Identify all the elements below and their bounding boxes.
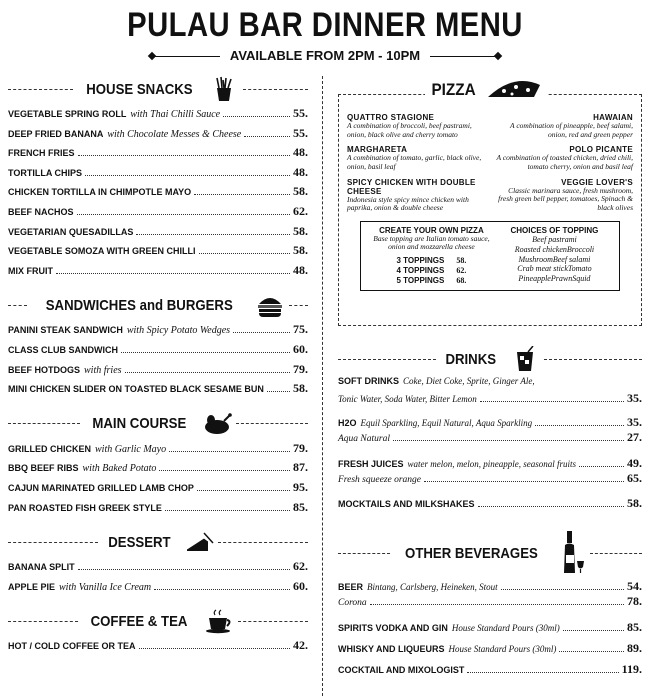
create-right: [496, 226, 613, 286]
coffee-list: [8, 638, 308, 658]
item-name: VEGETARIAN QUESADILLAS: [8, 226, 134, 237]
item-price: 58.: [293, 381, 308, 396]
item-name: VEGETABLE SPRING ROLL: [8, 109, 127, 119]
pizza-desc: A combination of pineapple, beef salami, onion, red and green pepper: [510, 121, 633, 139]
item-price: 62.: [293, 203, 308, 218]
right-column: [338, 72, 642, 687]
item-price: 58.: [293, 243, 308, 258]
choices-title: CHOICES OF TOPPING: [510, 225, 599, 235]
leader-dots: [159, 463, 290, 471]
menu-item: [8, 145, 308, 165]
fresh-juices: [338, 456, 642, 486]
pizza-desc: A combination of broccoli, beef pastrami, onion, black olive and cherry tomato: [347, 121, 472, 139]
section-title: OTHER BEVERAGES: [404, 544, 538, 562]
item-price: 55.: [293, 106, 308, 120]
menu-item: [8, 126, 308, 146]
pizza-desc: A combination of toasted chicken, dried chili, tomato cherry, onion and basil leaf: [496, 153, 633, 171]
coffee-cup-icon: [204, 608, 234, 634]
roast-chicken-icon: [202, 411, 232, 437]
pizza-header: [425, 77, 548, 103]
pizza-item: [347, 145, 485, 171]
item-name: PANINI STEAK SANDWICH: [8, 325, 123, 336]
item-price: 42.: [293, 638, 308, 653]
pizza-section: [338, 80, 642, 326]
h2o: [338, 415, 642, 445]
topping-label: 5 TOPPINGS: [396, 276, 445, 285]
section-main-course: [8, 407, 308, 441]
section-title: MAIN COURSE: [92, 415, 186, 433]
leader-dots: [125, 365, 290, 373]
menu-title: PULAU BAR DINNER MENU: [127, 6, 523, 44]
item-price: 60.: [293, 578, 308, 593]
item-name: BEER: [338, 582, 364, 593]
item-desc: House Standard Pours (30ml): [448, 643, 557, 654]
item-name: DEEP FRIED BANANA: [8, 128, 104, 139]
pizza-item: [495, 145, 633, 171]
create-left: [367, 226, 496, 286]
topping-row: [367, 266, 496, 276]
menu-item: [8, 362, 308, 382]
pizza-name: MARGHARETA: [347, 145, 408, 155]
topping-label: 3 TOPPINGS: [396, 256, 445, 265]
section-title: HOUSE SNACKS: [85, 80, 193, 98]
item-name: CHICKEN TORTILLA IN CHIMPOTLE MAYO: [8, 187, 192, 198]
cocktail: [338, 662, 642, 677]
menu-item: [8, 243, 308, 263]
item-desc: with Thai Chilli Sauce: [130, 109, 221, 120]
item-price: 58.: [293, 223, 308, 238]
pizza-desc: Indonesia style spicy mince chicken with paprika, onion & double cheese: [347, 194, 469, 213]
item-name: TORTILLA CHIPS: [8, 167, 82, 178]
leader-dots: [121, 345, 290, 353]
item-desc: Coke, Diet Coke, Sprite, Ginger Ale,: [403, 376, 535, 386]
item-sub: Corona: [338, 598, 367, 609]
choices-list: [496, 235, 613, 283]
topping-label: 4 TOPPINGS: [396, 266, 445, 275]
pizza-item: [495, 113, 633, 139]
leader-dots: [78, 148, 290, 156]
item-name: BEEF HOTDOGS: [8, 364, 81, 375]
item-name: H2O: [338, 418, 357, 429]
topping-price: 58.: [456, 256, 467, 265]
beer: [338, 579, 642, 609]
item-name: BANANA SPLIT: [8, 562, 75, 573]
item-sub: Aqua Natural: [338, 434, 390, 445]
menu-item: [8, 579, 308, 599]
pizza-name: POLO PICANTE: [569, 145, 633, 155]
cake-slice-icon: [184, 529, 214, 555]
pizza-item: [347, 178, 485, 213]
menu-item: [8, 263, 308, 283]
item-price: 89.: [627, 640, 642, 655]
menu-item: [8, 204, 308, 224]
burger-icon: [255, 292, 285, 318]
menu-item: [8, 480, 308, 500]
item-price: 35.: [627, 391, 642, 405]
dessert-list: [8, 559, 308, 598]
section-title: DRINKS: [445, 350, 497, 368]
leader-dots: [197, 483, 290, 491]
item-price: 58.: [293, 184, 308, 199]
item-sub-price: 27.: [627, 430, 642, 445]
menu-item: [8, 342, 308, 362]
toppings-price-list: [367, 256, 496, 286]
item-sub-price: 78.: [627, 594, 642, 609]
topping-row: [367, 256, 496, 266]
menu-item: [8, 559, 308, 579]
pizza-name: VEGGIE LOVER'S: [561, 177, 633, 187]
leader-dots: [244, 129, 290, 137]
pizza-name: SPICY CHICKEN WITH DOUBLE CHEESE: [347, 177, 476, 196]
item-name: CAJUN MARINATED GRILLED LAMB CHOP: [8, 482, 194, 493]
menu-item: [8, 500, 308, 520]
item-price: 79.: [293, 440, 308, 455]
item-desc: with Spicy Potato Wedges: [126, 325, 231, 337]
create-title: CREATE YOUR OWN PIZZA: [379, 225, 484, 235]
topping-row: [367, 276, 496, 286]
item-price: 54.: [627, 579, 642, 594]
item-desc: with fries: [84, 364, 122, 376]
section-title: COFFEE & TEA: [90, 612, 188, 630]
section-other-beverages: [338, 531, 642, 575]
item-price: 79.: [293, 361, 308, 376]
pizza-list: [347, 113, 633, 213]
leader-dots: [85, 168, 290, 176]
item-desc: with Chocolate Messes & Cheese: [107, 128, 242, 140]
menu-item: [8, 165, 308, 185]
mocktails: [338, 496, 642, 511]
item-name: FRESH JUICES: [338, 458, 404, 469]
topping-choice: PineapplePrawnSquid: [518, 273, 591, 283]
section-coffee: [8, 604, 308, 638]
leader-dots: [223, 109, 290, 117]
item-price: 48.: [293, 145, 308, 160]
item-price: 48.: [293, 164, 308, 179]
leader-dots: [154, 582, 290, 590]
item-name: PAN ROASTED FISH GREEK STYLE: [8, 502, 162, 513]
leader-dots: [267, 384, 290, 392]
item-name: CLASS CLUB SANDWICH: [8, 344, 118, 355]
leader-dots: [194, 187, 290, 195]
leader-dots: [165, 503, 290, 511]
item-name: VEGETABLE SOMOZA WITH GREEN CHILLI: [8, 246, 196, 257]
item-price: 55.: [293, 125, 308, 140]
spirits: [338, 620, 642, 635]
item-name: SOFT DRINKS: [338, 376, 400, 386]
item-name: FRENCH FRIES: [8, 148, 75, 159]
topping-choice: Roasted chickenBroccoli: [514, 244, 595, 254]
pizza-item: [495, 178, 633, 213]
ornament-left: [152, 56, 220, 57]
section-title: PIZZA: [431, 80, 476, 99]
leader-dots: [199, 246, 291, 254]
item-desc: Tonic Water, Soda Water, Bitter Lemon: [338, 394, 477, 404]
leader-dots: [77, 207, 290, 215]
item-name: MOCKTAILS AND MILKSHAKES: [338, 499, 475, 510]
leader-dots: [139, 641, 291, 649]
leader-dots: [78, 562, 290, 570]
fries-icon: [209, 76, 239, 102]
leader-dots: [136, 227, 290, 235]
item-name: MINI CHICKEN SLIDER ON TOASTED BLACK SESAME BUN: [8, 384, 264, 395]
left-column: [8, 72, 308, 658]
item-price: 35.: [627, 415, 642, 430]
item-name: MIX FRUIT: [8, 265, 53, 276]
create-your-own-pizza: [360, 221, 620, 291]
item-price: 85.: [627, 619, 642, 634]
pizza-name: HAWAIAN: [593, 113, 633, 122]
menu-item: [8, 184, 308, 204]
house-snacks-list: [8, 106, 308, 282]
section-sandwiches: [8, 288, 308, 322]
whisky: [338, 641, 642, 656]
item-name: HOT / COLD COFFEE OR TEA: [8, 641, 136, 652]
topping-price: 68.: [456, 276, 467, 285]
pizza-desc: Classic marinara sauce, fresh mushroom, fresh green bell pepper, tomatoes, Spinach & black olives: [498, 185, 633, 212]
menu-item: [8, 460, 308, 480]
hours-text: AVAILABLE FROM 2PM - 10PM: [229, 48, 421, 63]
item-name: GRILLED CHICKEN: [8, 443, 91, 454]
topping-choice: MushroomBeef salami: [518, 254, 591, 264]
item-name: COCKTAIL AND MIXOLOGIST: [338, 664, 465, 675]
leader-dots: [56, 266, 290, 274]
topping-price: 62.: [456, 266, 467, 275]
section-title: SANDWICHES and BURGERS: [45, 296, 233, 314]
item-price: 95.: [293, 479, 308, 494]
item-name: BBQ BEEF RIBS: [8, 463, 79, 474]
item-price: 85.: [293, 499, 308, 514]
item-price: 48.: [293, 262, 308, 277]
pizza-icon: [484, 77, 544, 103]
item-price: 62.: [293, 559, 308, 574]
item-name: APPLE PIE: [8, 581, 56, 592]
menu-hours: [0, 48, 650, 63]
leader-dots: [233, 325, 290, 333]
section-drinks: [338, 342, 642, 376]
menu-item: [8, 106, 308, 126]
item-desc: Bintang, Carlsberg, Heineken, Stout: [367, 582, 498, 593]
item-price: 49.: [627, 455, 642, 470]
topping-choice: Crab meat stickTomato: [517, 264, 592, 274]
item-desc: House Standard Pours (30ml): [451, 622, 560, 633]
wine-bottle-icon: [556, 531, 586, 575]
item-name: SPIRITS VODKA AND GIN: [338, 622, 448, 633]
topping-choice: Beef pastrami: [532, 235, 577, 245]
item-name: WHISKY AND LIQUEURS: [338, 643, 445, 654]
drink-glass-icon: [510, 346, 540, 372]
item-name: BEEF NACHOS: [8, 206, 74, 217]
section-dessert: [8, 525, 308, 559]
menu-item: [8, 224, 308, 244]
column-divider: [322, 76, 323, 696]
main-course-list: [8, 441, 308, 519]
item-sub-price: 65.: [627, 470, 642, 485]
create-base-desc: Base topping are Italian tomato sauce, onion and mozzarella cheese: [373, 233, 490, 252]
item-price: 60.: [293, 341, 308, 356]
item-sub: Fresh squeeze orange: [338, 474, 422, 485]
menu-item: [8, 381, 308, 401]
ornament-right: [430, 56, 498, 57]
item-desc: Equil Sparkling, Equil Natural, Aqua Sparkling: [360, 418, 533, 429]
item-price: 75.: [293, 322, 308, 337]
item-desc: with Vanilla Ice Cream: [59, 581, 152, 593]
item-price: 58.: [627, 496, 642, 511]
section-house-snacks: [8, 72, 308, 106]
sandwiches-list: [8, 322, 308, 400]
item-desc: with Baked Potato: [82, 463, 157, 475]
menu-item: [8, 322, 308, 342]
leader-dots: [169, 444, 290, 452]
menu-item: [8, 441, 308, 461]
soft-drinks: [338, 376, 642, 405]
pizza-desc: A combination of tomato, garlic, black olive, onion, basil leaf: [347, 153, 482, 171]
item-desc: water melon, melon, pineapple, seasonal fruits: [407, 458, 577, 469]
pizza-name: QUATTRO STAGIONE: [347, 113, 435, 122]
item-price: 87.: [293, 460, 308, 475]
item-price: 119.: [621, 661, 642, 676]
pizza-item: [347, 113, 485, 139]
menu-item: [8, 638, 308, 658]
item-desc: with Garlic Mayo: [95, 443, 167, 455]
section-title: DESSERT: [107, 533, 171, 551]
